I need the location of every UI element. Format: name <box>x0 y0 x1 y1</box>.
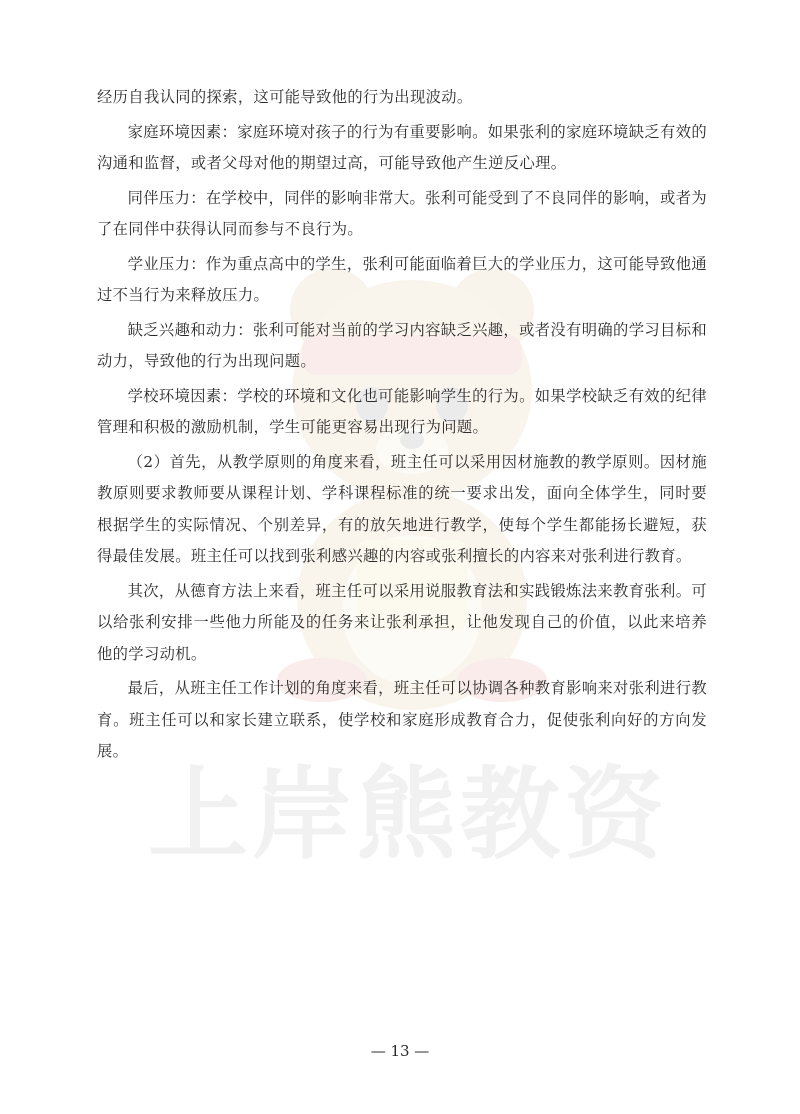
paragraph: 最后，从班主任工作计划的角度来看，班主任可以协调各种教育影响来对张利进行教育。班主任可以和家长建立联系，使学校和家庭形成教育合力，促使张利向好的方向发展。 <box>97 679 707 760</box>
paragraph: 缺乏兴趣和动力：张利可能对当前的学习内容缺乏兴趣，或者没有明确的学习目标和动力，导致他的行为出现问题。 <box>97 320 707 370</box>
document-body <box>97 82 707 771</box>
paragraph: 学业压力：作为重点高中的学生，张利可能面临着巨大的学业压力，这可能导致他通过不当行为来释放压力。 <box>97 254 707 304</box>
paragraph: 经历自我认同的探索，这可能导致他的行为出现波动。 <box>97 88 473 106</box>
paragraph: 同伴压力：在学校中，同伴的影响非常大。张利可能受到了不良同伴的影响，或者为了在同伴中获得认同而参与不良行为。 <box>97 188 707 238</box>
paragraph: 家庭环境因素：家庭环境对孩子的行为有重要影响。如果张利的家庭环境缺乏有效的沟通和监督，或者父母对他的期望过高，可能导致他产生逆反心理。 <box>97 122 707 172</box>
watermark-text: 上岸熊教资 <box>148 756 668 873</box>
paragraph: （2）首先，从教学原则的角度来看，班主任可以采用因材施教的教学原则。因材施教原则要求教师要从课程计划、学科课程标准的统一要求出发，面向全体学生，同时要根据学生的实际情况、个别差异，有的放矢地进行教学，使每个学生都能扬长避短，获得最佳发展。班主任可以找到张利感兴趣的内容或张利擅长的内容来对张利进行教育。 <box>97 452 707 565</box>
paragraph: 学校环境因素：学校的环境和文化也可能影响学生的行为。如果学校缺乏有效的纪律管理和积极的激励机制，学生可能更容易出现行为问题。 <box>97 386 707 436</box>
page-number: — 13 — <box>370 1042 430 1060</box>
paragraph: 其次，从德育方法上来看，班主任可以采用说服教育法和实践锻炼法来教育张利。可以给张利安排一些他力所能及的任务来让张利承担，让他发现自己的价值，以此来培养他的学习动机。 <box>97 581 707 663</box>
